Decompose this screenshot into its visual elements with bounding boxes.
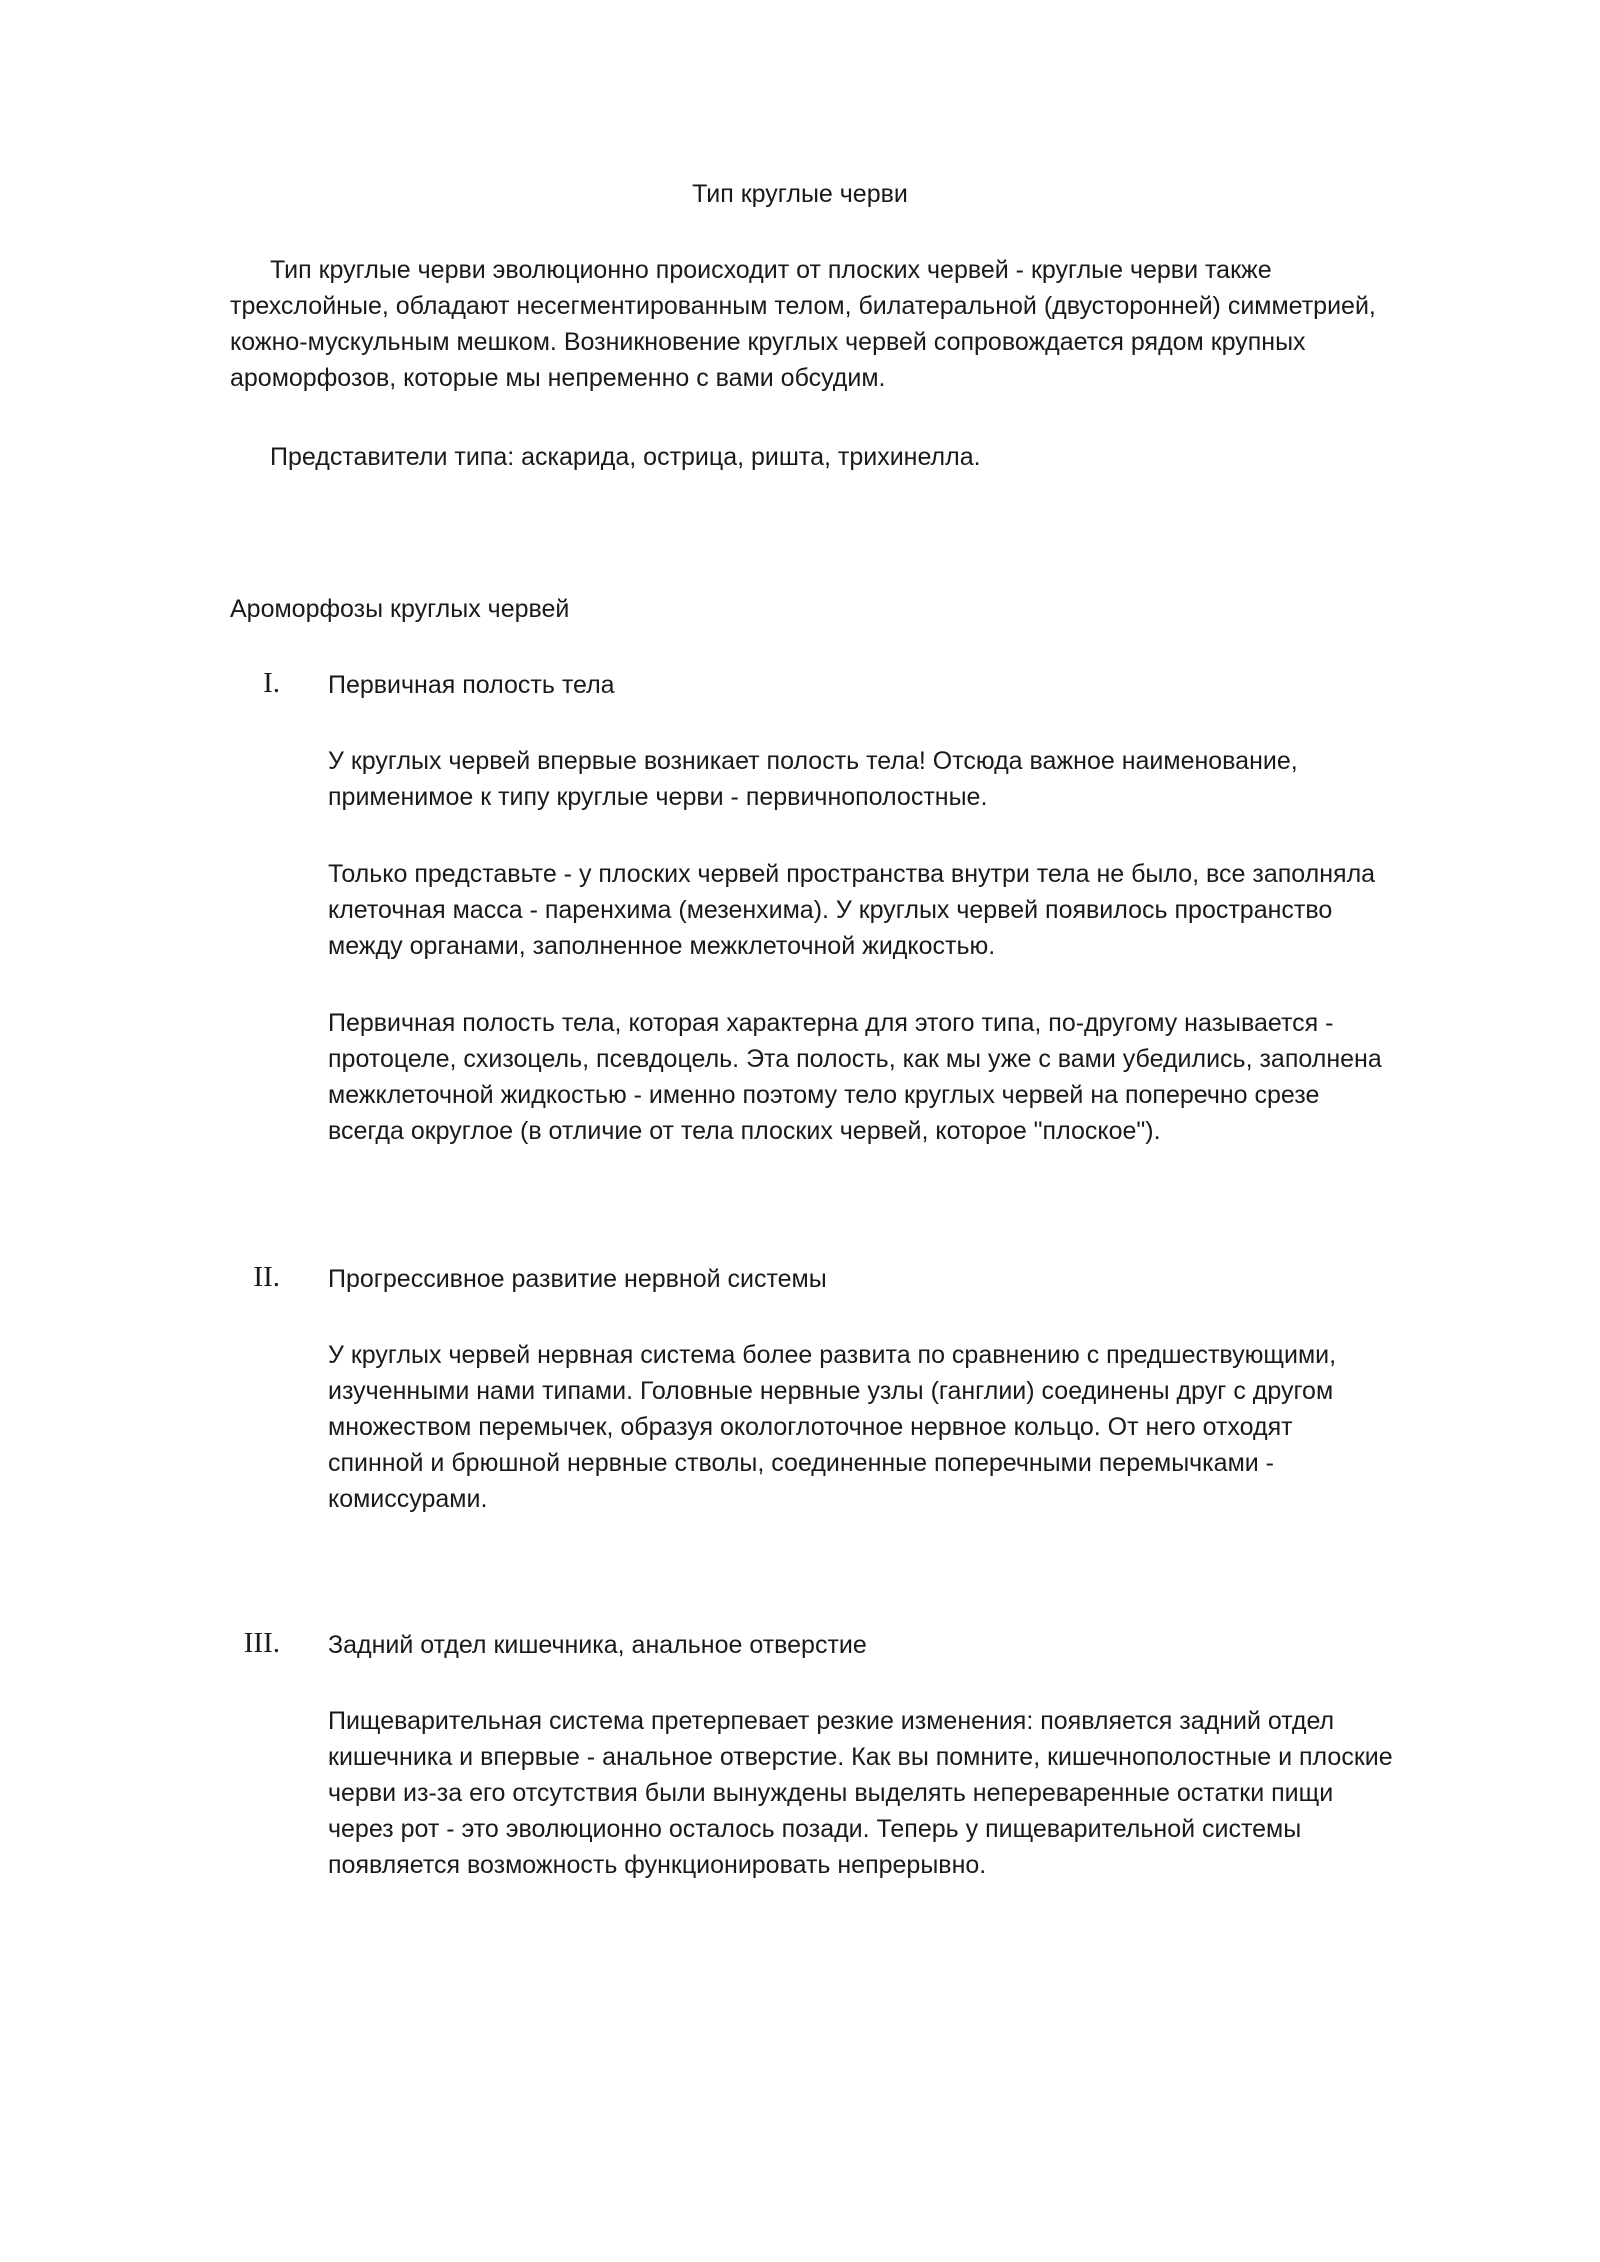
paragraph-line: между органами, заполненное межклеточной жидкостью. bbox=[328, 932, 996, 960]
list-numeral: III. bbox=[243, 1627, 280, 1659]
intro-line: ароморфозов, которые мы непременно с вами обсудим. bbox=[230, 364, 886, 392]
list-item-heading: Задний отдел кишечника, анальное отверстие bbox=[328, 1631, 867, 1659]
intro-line: кожно-мускульным мешком. Возникновение круглых червей сопровождается рядом крупных bbox=[230, 328, 1306, 356]
paragraph-line: протоцеле, схизоцель, псевдоцель. Эта полость, как мы уже с вами убедились, заполнена bbox=[328, 1045, 1382, 1073]
paragraph-line: кишечника и впервые - анальное отверстие. Как вы помните, кишечнополостные и плоские bbox=[328, 1743, 1393, 1771]
list-item-paragraph bbox=[328, 856, 1375, 964]
paragraph-line: Первичная полость тела, которая характерна для этого типа, по-другому называется - bbox=[328, 1009, 1334, 1037]
paragraph-line: комиссурами. bbox=[328, 1485, 488, 1513]
list-item-heading: Первичная полость тела bbox=[328, 671, 615, 699]
paragraph-line: Только представьте - у плоских червей пространства внутри тела не было, все заполняла bbox=[328, 860, 1376, 888]
intro-paragraph bbox=[230, 252, 1376, 396]
paragraph-line: появляется возможность функционировать непрерывно. bbox=[328, 1851, 987, 1879]
paragraph-line: Пищеварительная система претерпевает резкие изменения: появляется задний отдел bbox=[328, 1707, 1335, 1735]
paragraph-line: через рот - это эволюционно осталось позади. Теперь у пищеварительной системы bbox=[328, 1815, 1302, 1843]
paragraph-line: межклеточной жидкостью - именно поэтому тело круглых червей на поперечно срезе bbox=[328, 1081, 1320, 1109]
paragraph-line: всегда округлое (в отличие от тела плоских червей, которое "плоское"). bbox=[328, 1117, 1161, 1145]
intro-line: Тип круглые черви эволюционно происходит от плоских червей - круглые черви также bbox=[270, 256, 1272, 284]
paragraph-line: У круглых червей впервые возникает полость тела! Отсюда важное наименование, bbox=[328, 747, 1298, 775]
paragraph-line: применимое к типу круглые черви - первичнополостные. bbox=[328, 783, 988, 811]
paragraph-line: изученными нами типами. Головные нервные узлы (ганглии) соединены друг с другом bbox=[328, 1377, 1334, 1405]
list-item-paragraph bbox=[328, 1005, 1382, 1149]
list-item-paragraph bbox=[328, 1337, 1336, 1517]
list-item-paragraph bbox=[328, 1703, 1393, 1883]
list-numeral: I. bbox=[263, 667, 280, 699]
section-heading: Ароморфозы круглых червей bbox=[230, 595, 570, 623]
paragraph-line: клеточная масса - паренхима (мезенхима). У круглых червей появилось пространство bbox=[328, 896, 1333, 924]
list-numeral: II. bbox=[253, 1261, 280, 1293]
paragraph-line: множеством перемычек, образуя окологлоточное нервное кольцо. От него отходят bbox=[328, 1413, 1293, 1441]
document-title: Тип круглые черви bbox=[692, 180, 908, 208]
intro-line: трехслойные, обладают несегментированным телом, билатеральной (двусторонней) симметрией, bbox=[230, 292, 1376, 320]
paragraph-line: спинной и брюшной нервные стволы, соединенные поперечными перемычками - bbox=[328, 1449, 1274, 1477]
representatives-paragraph: Представители типа: аскарида, острица, ришта, трихинелла. bbox=[270, 443, 981, 471]
list-item-heading: Прогрессивное развитие нервной системы bbox=[328, 1265, 827, 1293]
paragraph-line: У круглых червей нервная система более развита по сравнению с предшествующими, bbox=[328, 1341, 1337, 1369]
list-item-paragraph bbox=[328, 743, 1298, 815]
paragraph-line: черви из-за его отсутствия были вынуждены выделять непереваренные остатки пищи bbox=[328, 1779, 1334, 1807]
